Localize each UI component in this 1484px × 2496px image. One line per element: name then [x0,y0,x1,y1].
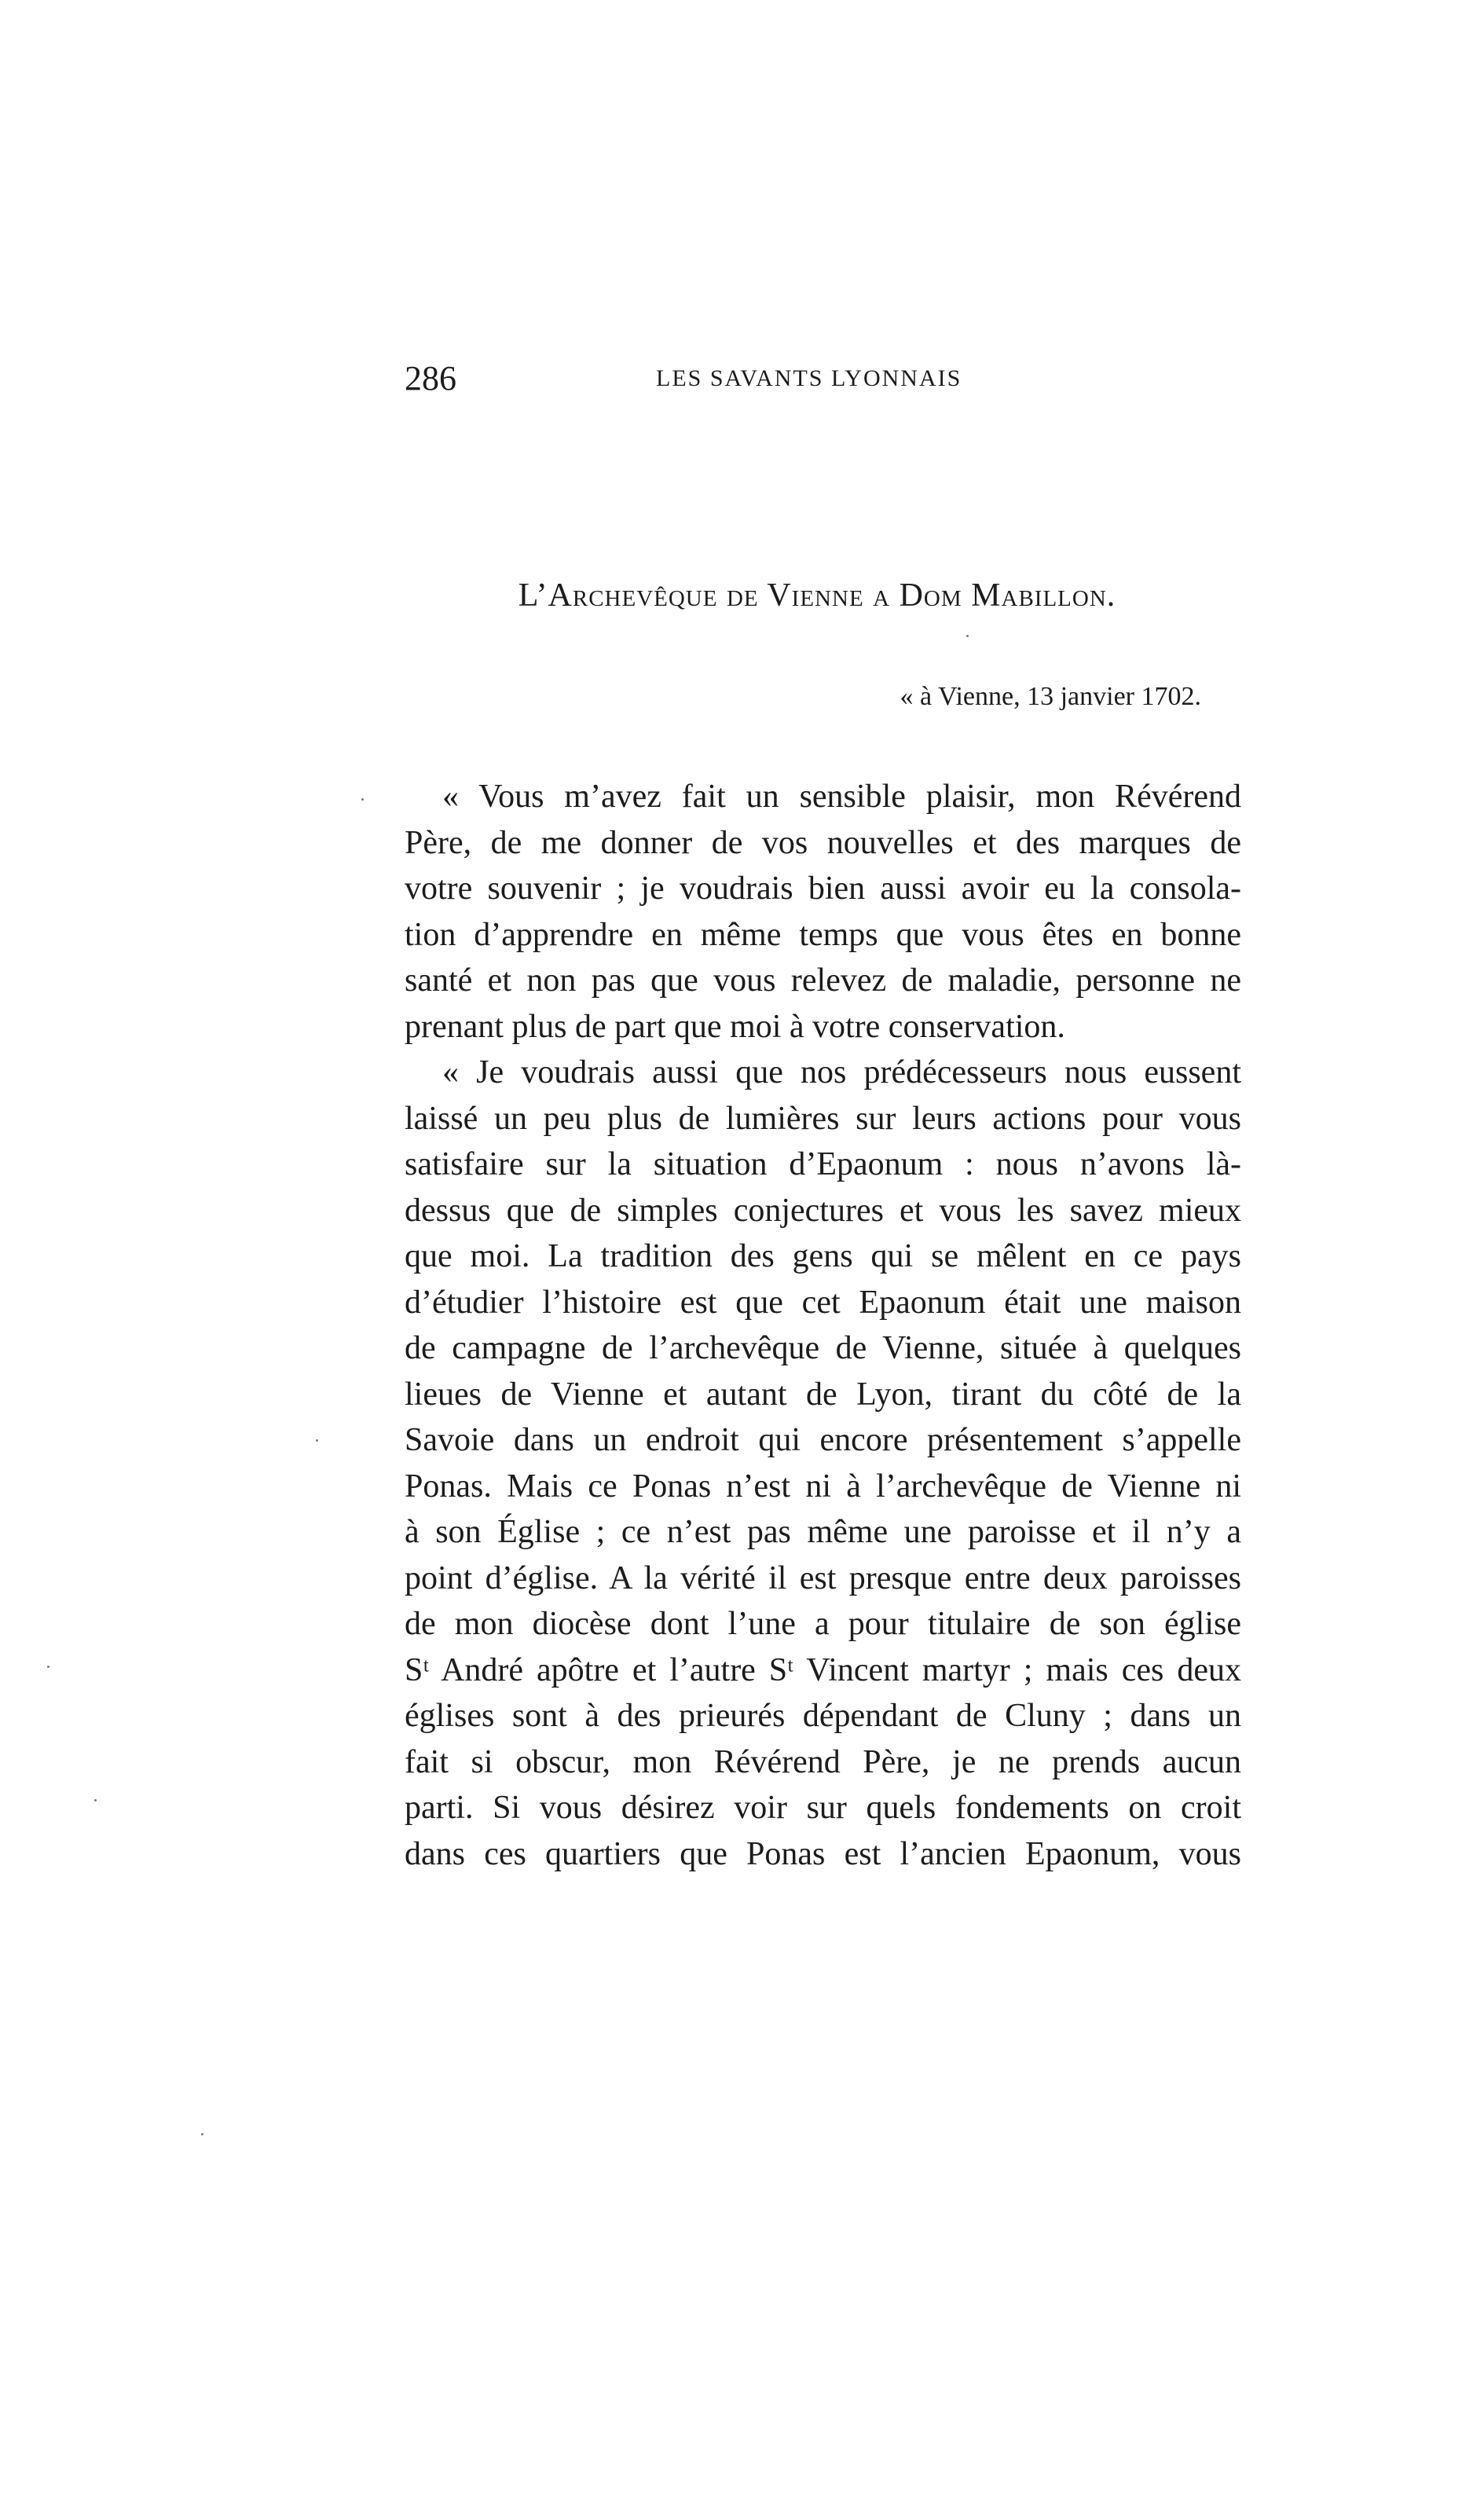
text-line: de campagne de l’archevêque de Vienne, située à quelques [405,1330,1241,1366]
text-line: d’étudier l’histoire est que cet Epaonum était une maison [405,1284,1241,1321]
text-line: Père, de me donner de vos nouvelles et des marques de [405,824,1241,861]
paper-speck [966,635,969,637]
text-line: votre souvenir ; je voudrais bien aussi avoir eu la consola- [405,870,1241,907]
page-number: 286 [405,359,456,398]
text-line: Sᵗ André apôtre et l’autre Sᵗ Vincent martyr ; mais ces deux [405,1651,1241,1688]
paper-speck [361,798,364,801]
text-line: dessus que de simples conjectures et vous les savez mieux [405,1192,1241,1229]
running-title: LES SAVANTS LYONNAIS [656,365,962,391]
letter-heading: L’Archevêque de Vienne a Dom Mabillon. [518,577,1116,614]
text-line: églises sont à des prieurés dépendant de Cluny ; dans un [405,1698,1241,1734]
text-line: « Vous m’avez fait un sensible plaisir, mon Révérend [442,779,1241,815]
paper-speck [94,1799,97,1801]
text-line: Ponas. Mais ce Ponas n’est ni à l’archevêque de Vienne ni [405,1468,1241,1505]
text-line: Savoie dans un endroit qui encore présentement s’appelle [405,1422,1241,1458]
text-line: tion d’apprendre en même temps que vous êtes en bonne [405,916,1241,953]
text-line: santé et non pas que vous relevez de maladie, personne ne [405,962,1241,999]
text-line: fait si obscur, mon Révérend Père, je ne prends aucun [405,1743,1241,1780]
running-head [405,355,1222,402]
text-line: à son Église ; ce n’est pas même une paroisse et il n’y a [405,1514,1241,1550]
paper-speck [316,1439,318,1442]
text-line: lieues de Vienne et autant de Lyon, tirant du côté de la [405,1376,1241,1413]
paper-speck [47,1666,49,1668]
body-text [405,774,1241,1877]
paper-speck [201,2133,203,2135]
letter-dateline: « à Vienne, 13 janvier 1702. [900,682,1201,711]
text-line: parti. Si vous désirez voir sur quels fondements on croit [405,1790,1241,1826]
text-line: dans ces quartiers que Ponas est l’ancien Epaonum, vous [405,1835,1241,1872]
text-line: « Je voudrais aussi que nos prédécesseurs nous eussent [442,1054,1241,1090]
text-line: laissé un peu plus de lumières sur leurs actions pour vous [405,1100,1241,1137]
text-line: que moi. La tradition des gens qui se mêlent en ce pays [405,1238,1241,1274]
text-line: de mon diocèse dont l’une a pour titulaire de son église [405,1606,1241,1642]
text-line: prenant plus de part que moi à votre conservation. [405,1008,1065,1045]
text-line: satisfaire sur la situation d’Epaonum : nous n’avons là- [405,1146,1241,1182]
text-line: point d’église. A la vérité il est presque entre deux paroisses [405,1560,1241,1596]
